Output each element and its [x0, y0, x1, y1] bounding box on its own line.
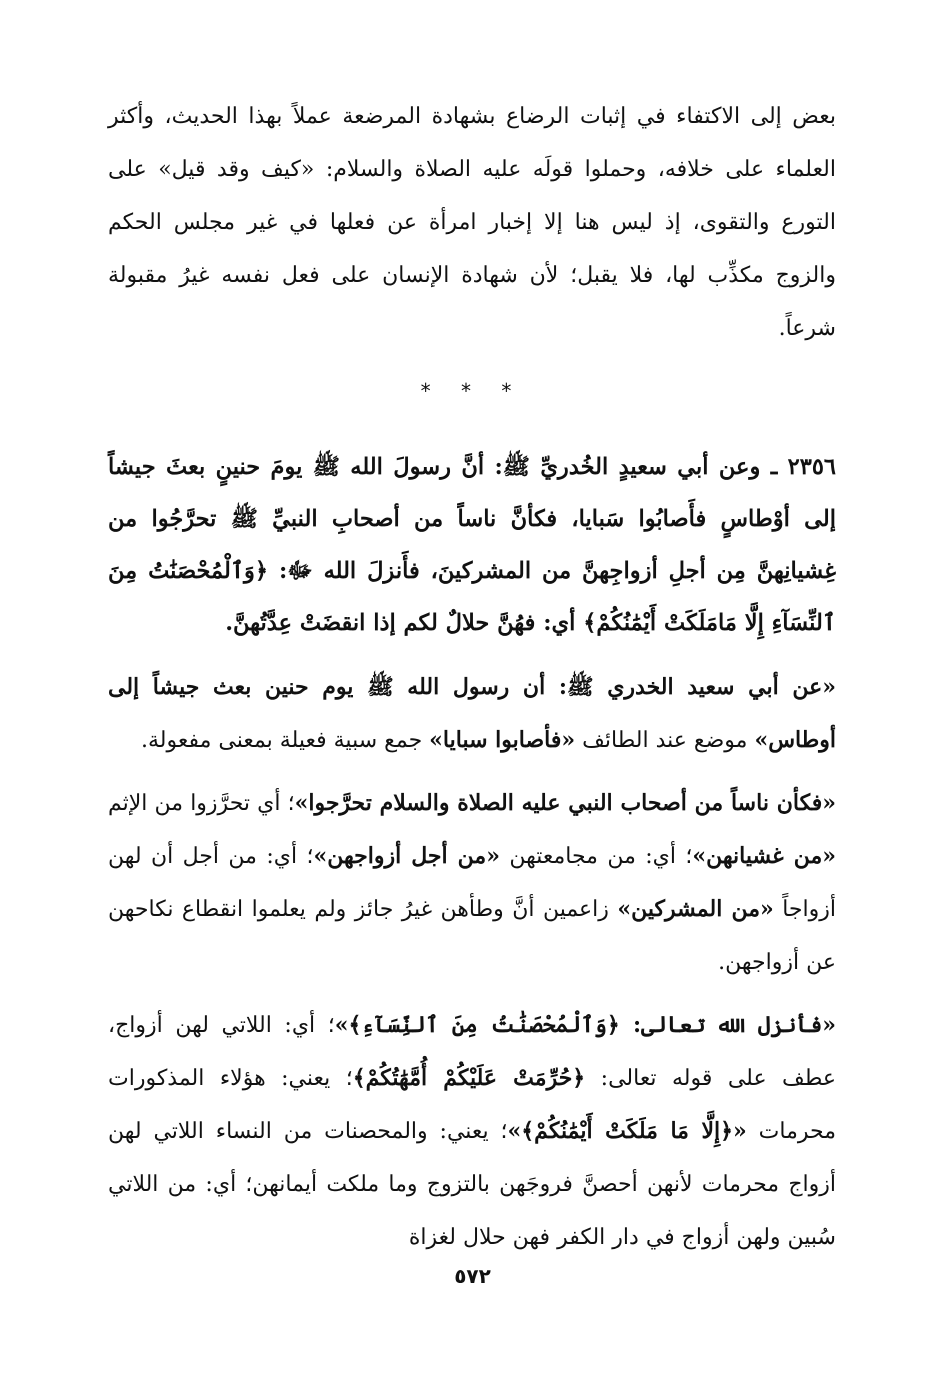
- quoted-phrase: «من غشيانهن»: [692, 843, 836, 869]
- commentary-text: ؛ يعني: والمحصنات من النساء اللاتي لهن أزواج محرمات لأنهن أحصنَّ فروجَهن بالتزوج وما ملكت أيمانهن؛ أي: من اللاتي سُبين ولهن أزواج في دار الكفر فهن حلال لغزاة: [108, 1119, 836, 1250]
- commentary-text: ؛ أي تحرَّزوا من الإثم: [108, 791, 295, 816]
- section-separator: * * *: [420, 379, 524, 403]
- quoted-phrase: ﴿حُرِّمَتْ عَلَيْكُمْ أُمَّهَٰتُكُمْ﴾: [352, 1065, 586, 1091]
- quoted-phrase: «من أجل أزواجهن»: [313, 843, 500, 869]
- commentary-text: ؛ أي: من مجامعتهن: [499, 844, 693, 869]
- commentary-text: ؛ أي: اللاتي لهن أزواج، عطف على قوله تعالى:: [108, 1013, 837, 1091]
- page-body: [108, 90, 836, 1274]
- commentary-text: زاعمين أنَّ وطأهن غيرُ جائز ولم يعلموا انقطاع نكاحهن عن أزواجهن.: [108, 897, 836, 975]
- commentary-text: جمع سبية فعيلة بمعنى مفعولة.: [141, 728, 430, 753]
- quoted-phrase: «فأصابوا سبايا»: [429, 727, 576, 753]
- commentary-paragraph-1: [108, 661, 836, 767]
- quoted-phrase: «عن أبي سعيد الخدري ﷺ: أن رسول الله ﷺ يوم حنين بعث جيشاً إلى أوطاس»: [108, 674, 836, 753]
- hadith-text: ٢٣٥٦ ـ وعن أبي سعيدٍ الخُدريِّ ﷺ: أنَّ رسولَ الله ﷺ يومَ حنينٍ بعثَ جيشاً إلى أوْطاسٍ فأَصابُوا سَبايا، فكأنَّ ناساً من أصحابِ النبيِّ ﷺ تحرَّجُوا من غِشيانِهنَّ مِن أجلِ أزواجِهنَّ من المشركينَ، فأَنزلَ الله ﷻ: ﴿وَٱلْمُحْصَنَٰتُ مِنَ ٱلنِّسَآءِ إِلَّا مَامَلَكَتْ أَيْمَٰنُكُمْ﴾ أي: فهُنَّ حلالٌ لكم إذا انقضَتْ عِدَّتُهنَّ.: [108, 454, 836, 636]
- quoted-phrase: «﴿إِلَّا مَا مَلَكَتْ أَيْمَٰنُكُمْ﴾»: [507, 1118, 747, 1144]
- commentary-text: ؛ أي: من أجل أن لهن أزواجاً: [108, 844, 836, 922]
- commentary-text: ؛ يعني: هؤلاء المذكورات محرمات: [108, 1066, 836, 1144]
- page-number: ٥٧٢: [454, 1264, 491, 1288]
- commentary-paragraph-3: [108, 999, 836, 1264]
- quoted-phrase: «فكأن ناساً من أصحاب النبي عليه الصلاة والسلام تحرَّجوا»: [294, 790, 836, 816]
- quoted-phrase: «من المشركين»: [617, 896, 774, 922]
- quoted-phrase: «فأنزل الله تعالى: ﴿وَٱلْمُحْصَنَٰتُ مِنَ ٱلنِّسَآءِ﴾»: [334, 1012, 836, 1038]
- commentary-paragraph-2: [108, 777, 836, 989]
- commentary-text: موضع عند الطائف: [575, 728, 755, 753]
- paragraph-continuation: بعض إلى الاكتفاء في إثبات الرضاع بشهادة المرضعة عملاً بهذا الحديث، وأكثر العلماء على خلافه، وحملوا قولَه عليه الصلاة والسلام: «كيف وقد قيل» على التورع والتقوى، إذ ليس هنا إلا إخبار امرأة عن فعلها في غير مجلس الحكم والزوج مكذِّب لها، فلا يقبل؛ لأن شهادة الإنسان على فعل نفسه غيرُ مقبولة شرعاً.: [108, 104, 836, 341]
